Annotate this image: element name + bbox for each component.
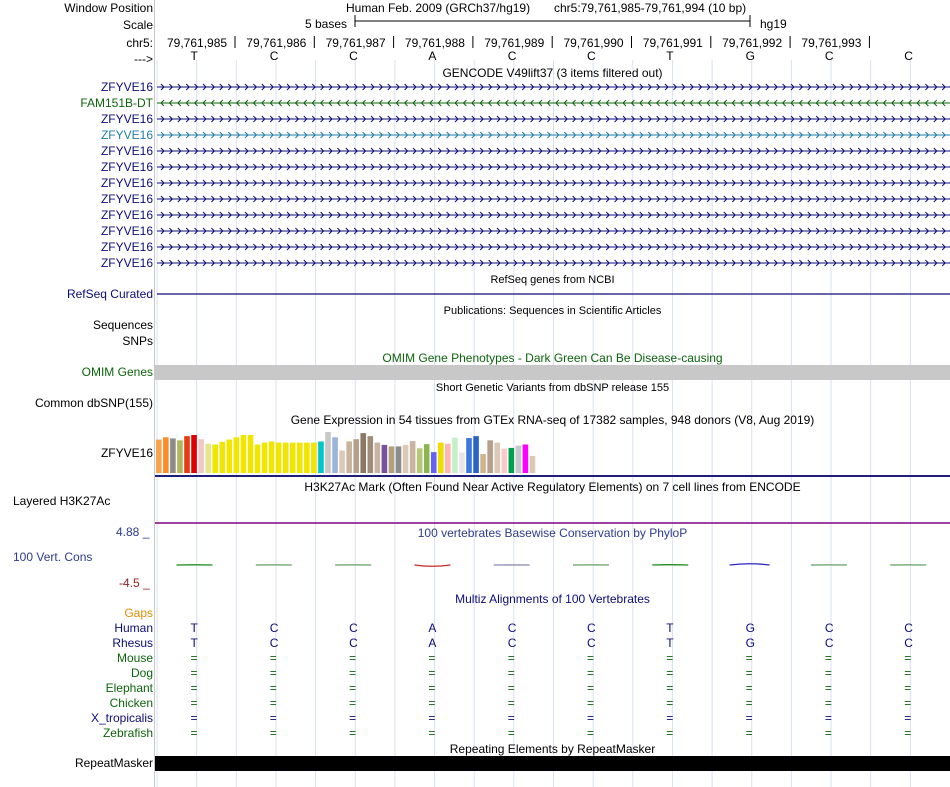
position-label: 79,761,990 — [563, 36, 624, 50]
alignment-base: = — [666, 651, 674, 665]
alignment-base: = — [507, 666, 515, 680]
alignment-base: = — [824, 681, 832, 695]
gtex-bar[interactable] — [410, 441, 416, 473]
alignment-base: = — [269, 681, 277, 695]
alignment-base: = — [190, 681, 198, 695]
gtex-bar[interactable] — [445, 444, 451, 473]
strand-base: C — [824, 49, 834, 63]
alignment-base: = — [824, 711, 832, 725]
gtex-bar[interactable] — [375, 443, 381, 473]
alignment-base: = — [428, 651, 436, 665]
alignment-base: C — [824, 636, 834, 650]
alignment-base: = — [824, 696, 832, 710]
alignment-base: A — [428, 636, 437, 650]
position-label: 79,761,987 — [325, 36, 386, 50]
gtex-bar[interactable] — [523, 445, 529, 474]
gtex-bar[interactable] — [325, 432, 331, 473]
gtex-bar[interactable] — [530, 456, 536, 473]
gtex-bar[interactable] — [212, 445, 218, 474]
species-label[interactable]: Human — [114, 621, 153, 635]
h3k27ac-label[interactable]: Layered H3K27Ac — [13, 494, 111, 508]
publications-title[interactable]: Publications: Sequences in Scientific Articles — [443, 305, 662, 317]
phylop-mark[interactable] — [730, 564, 770, 565]
alignment-base: = — [666, 726, 674, 740]
alignment-base: = — [269, 651, 277, 665]
strand-base: G — [745, 49, 755, 63]
multiz-title[interactable]: Multiz Alignments of 100 Vertebrates — [455, 592, 650, 606]
gtex-bar[interactable] — [227, 440, 233, 473]
gtex-bar[interactable] — [473, 436, 479, 473]
gtex-bar[interactable] — [318, 441, 324, 473]
alignment-base: = — [666, 666, 674, 680]
gene-label[interactable]: ZFYVE16 — [100, 224, 153, 238]
gtex-bar[interactable] — [290, 443, 296, 473]
alignment-base: = — [269, 711, 277, 725]
alignment-base: G — [745, 621, 755, 635]
dbsnp-title[interactable]: Short Genetic Variants from dbSNP release 155 — [435, 382, 670, 394]
alignment-base: = — [587, 666, 595, 680]
gtex-bar[interactable] — [403, 445, 409, 473]
species-label[interactable]: Dog — [130, 666, 153, 680]
alignment-base: C — [349, 636, 358, 650]
strand-base: T — [666, 49, 674, 63]
gene-label[interactable]: ZFYVE16 — [100, 192, 153, 206]
species-label[interactable]: Rhesus — [112, 636, 153, 650]
alignment-base: = — [587, 651, 595, 665]
strand-base: C — [587, 49, 596, 63]
alignment-base: = — [428, 696, 436, 710]
window-range[interactable]: chr5:79,761,985-79,761,994 (10 bp) — [554, 1, 747, 15]
alignment-base: = — [349, 711, 357, 725]
scale-label: Scale — [122, 18, 153, 32]
alignment-base: = — [587, 711, 595, 725]
alignment-base: = — [269, 726, 277, 740]
refseq-label[interactable]: RefSeq Curated — [66, 287, 153, 301]
strand-base: T — [190, 49, 198, 63]
gene-label[interactable]: ZFYVE16 — [100, 128, 153, 142]
alignment-base: = — [666, 681, 674, 695]
gtex-bar[interactable] — [177, 440, 183, 473]
gtex-bar[interactable] — [501, 449, 507, 473]
gtex-bar[interactable] — [509, 448, 515, 473]
species-label[interactable]: Chicken — [109, 696, 153, 710]
alignment-base: = — [824, 666, 832, 680]
gtex-bar[interactable] — [339, 451, 345, 473]
gtex-bar[interactable] — [255, 445, 261, 474]
gtex-bar[interactable] — [163, 437, 169, 473]
strand-base: C — [349, 49, 358, 63]
strand-base: A — [428, 49, 437, 63]
alignment-base: T — [666, 636, 674, 650]
gtex-bar[interactable] — [332, 437, 338, 473]
phylop-ymin: -4.5 _ — [119, 576, 150, 590]
gtex-bar[interactable] — [353, 439, 359, 473]
snps-label[interactable]: SNPs — [122, 334, 153, 348]
alignment-base: = — [666, 696, 674, 710]
gtex-bar[interactable] — [360, 433, 366, 473]
alignment-base: = — [904, 711, 912, 725]
species-label[interactable]: Elephant — [105, 681, 153, 695]
strand-base: C — [904, 49, 913, 63]
alignment-base: = — [507, 681, 515, 695]
gtex-bar[interactable] — [424, 444, 430, 473]
species-label[interactable]: Zebrafish — [102, 726, 153, 740]
alignment-base: = — [587, 696, 595, 710]
gtex-bar[interactable] — [480, 454, 486, 473]
gtex-bar[interactable] — [438, 443, 444, 473]
refseq-title[interactable]: RefSeq genes from NCBI — [490, 274, 615, 286]
gtex-bar[interactable] — [191, 435, 197, 473]
position-label: 79,761,993 — [801, 36, 862, 50]
position-label: 79,761,986 — [246, 36, 307, 50]
gtex-bar[interactable] — [396, 446, 402, 473]
alignment-base: = — [745, 681, 753, 695]
gtex-bar[interactable] — [297, 443, 303, 473]
alignment-base: = — [587, 726, 595, 740]
alignment-base: = — [428, 726, 436, 740]
phylop-title[interactable]: 100 vertebrates Basewise Conservation by PhyloP — [417, 526, 688, 540]
repeatmasker-title[interactable]: Repeating Elements by RepeatMasker — [449, 742, 656, 756]
gtex-bar[interactable] — [417, 448, 423, 473]
gtex-bar[interactable] — [487, 440, 493, 473]
gtex-bar[interactable] — [283, 443, 289, 473]
position-label: 79,761,988 — [404, 36, 465, 50]
alignment-base: = — [190, 666, 198, 680]
gtex-bar[interactable] — [234, 437, 240, 473]
alignment-base: = — [745, 666, 753, 680]
alignment-base: G — [745, 636, 755, 650]
gtex-bar[interactable] — [184, 436, 190, 473]
gtex-label[interactable]: ZFYVE16 — [100, 446, 153, 460]
phylop-mark[interactable] — [414, 565, 450, 566]
gtex-bar[interactable] — [248, 435, 254, 473]
position-label: 79,761,989 — [484, 36, 545, 50]
alignment-base: = — [428, 666, 436, 680]
position-label: 79,761,992 — [722, 36, 783, 50]
omim-title[interactable]: OMIM Gene Phenotypes - Dark Green Can Be Disease-causing — [382, 351, 723, 365]
alignment-base: = — [349, 726, 357, 740]
gene-label[interactable]: ZFYVE16 — [100, 144, 153, 158]
gtex-bar[interactable] — [431, 452, 437, 473]
gtex-bar[interactable] — [459, 452, 465, 473]
alignment-base: C — [824, 621, 834, 635]
alignment-base: = — [428, 681, 436, 695]
alignment-base: T — [666, 621, 674, 635]
gtex-bar[interactable] — [368, 436, 374, 473]
gtex-bar[interactable] — [269, 441, 275, 473]
alignment-base: = — [904, 696, 912, 710]
alignment-base: = — [269, 696, 277, 710]
h3k27ac-title[interactable]: H3K27Ac Mark (Often Found Near Active Regulatory Elements) on 7 cell lines from ENCODE — [304, 480, 801, 494]
species-label[interactable]: Mouse — [116, 651, 153, 665]
gene-label[interactable]: ZFYVE16 — [100, 80, 153, 94]
alignment-base: C — [587, 636, 596, 650]
scale-db: hg19 — [760, 17, 787, 31]
repeatmasker-bar[interactable] — [155, 756, 950, 771]
alignment-base: = — [745, 711, 753, 725]
alignment-base: C — [904, 636, 913, 650]
alignment-base: = — [745, 651, 753, 665]
gene-label[interactable]: FAM151B-DT — [80, 96, 153, 110]
alignment-base: = — [824, 726, 832, 740]
chrom-label: chr5: — [126, 36, 153, 50]
alignment-base: = — [745, 726, 753, 740]
phylop-label[interactable]: 100 Vert. Cons — [13, 550, 93, 564]
scale-bases: 5 bases — [305, 17, 348, 31]
gtex-bar[interactable] — [311, 443, 317, 473]
assembly-label: Human Feb. 2009 (GRCh37/hg19) — [346, 1, 531, 15]
gtex-bar[interactable] — [205, 444, 211, 473]
gtex-bar[interactable] — [262, 443, 268, 473]
alignment-base: = — [190, 651, 198, 665]
alignment-base: = — [269, 666, 277, 680]
alignment-base: A — [428, 621, 437, 635]
alignment-base: C — [904, 621, 913, 635]
gene-label[interactable]: ZFYVE16 — [100, 176, 153, 190]
gtex-bar[interactable] — [382, 445, 388, 473]
alignment-base: = — [190, 726, 198, 740]
repeatmasker-label[interactable]: RepeatMasker — [74, 756, 153, 770]
gtex-bar[interactable] — [241, 435, 247, 473]
species-label[interactable]: X_tropicalis — [90, 711, 153, 725]
alignment-base: = — [507, 726, 515, 740]
gtex-bar[interactable] — [170, 438, 176, 473]
alignment-base: = — [904, 651, 912, 665]
alignment-base: T — [190, 636, 198, 650]
position-label: 79,761,985 — [167, 36, 228, 50]
alignment-base: = — [428, 711, 436, 725]
gtex-bar[interactable] — [494, 443, 500, 473]
alignment-base: = — [904, 666, 912, 680]
gtex-bar[interactable] — [452, 438, 458, 473]
alignment-base: = — [904, 681, 912, 695]
alignment-base: = — [507, 696, 515, 710]
gaps-label[interactable]: Gaps — [124, 606, 153, 620]
gtex-bar[interactable] — [304, 443, 310, 473]
alignment-base: C — [587, 621, 596, 635]
gtex-bar[interactable] — [389, 446, 395, 473]
gene-label[interactable]: ZFYVE16 — [100, 256, 153, 270]
strand-label: ---> — [134, 52, 153, 66]
alignment-base: = — [824, 651, 832, 665]
gtex-bar[interactable] — [466, 438, 472, 473]
gtex-title[interactable]: Gene Expression in 54 tissues from GTEx RNA-seq of 17382 samples, 948 donors (V8, Aug 2019) — [290, 413, 815, 427]
phylop-ymax: 4.88 _ — [116, 525, 150, 539]
alignment-base: = — [507, 651, 515, 665]
alignment-base: T — [190, 621, 198, 635]
gtex-bar[interactable] — [346, 441, 352, 473]
alignment-base: = — [190, 711, 198, 725]
dbsnp-label[interactable]: Common dbSNP(155) — [34, 396, 153, 410]
alignment-base: = — [904, 726, 912, 740]
sequences-label[interactable]: Sequences — [92, 318, 153, 332]
alignment-base: = — [349, 666, 357, 680]
position-label: 79,761,991 — [642, 36, 703, 50]
gtex-bar[interactable] — [156, 440, 162, 473]
gene-label[interactable]: ZFYVE16 — [100, 208, 153, 222]
gtex-bar[interactable] — [276, 443, 282, 473]
alignment-base: = — [349, 681, 357, 695]
gtex-bar[interactable] — [219, 442, 225, 473]
gene-label[interactable]: ZFYVE16 — [100, 112, 153, 126]
gtex-bar[interactable] — [516, 446, 522, 473]
omim-bar[interactable] — [155, 365, 950, 380]
alignment-base: = — [745, 696, 753, 710]
gene-label[interactable]: ZFYVE16 — [100, 240, 153, 254]
alignment-base: C — [507, 636, 517, 650]
alignment-base: = — [190, 696, 198, 710]
alignment-base: C — [269, 621, 279, 635]
strand-base: C — [507, 49, 517, 63]
window-position-label: Window Position — [64, 1, 153, 15]
alignment-base: C — [349, 621, 358, 635]
alignment-base: = — [349, 651, 357, 665]
alignment-base: = — [666, 711, 674, 725]
alignment-base: = — [507, 711, 515, 725]
alignment-base: = — [349, 696, 357, 710]
alignment-base: = — [587, 681, 595, 695]
gene-label[interactable]: ZFYVE16 — [100, 160, 153, 174]
gencode-title[interactable]: GENCODE V49lift37 (3 items filtered out) — [442, 66, 663, 80]
strand-base: C — [269, 49, 279, 63]
omim-label[interactable]: OMIM Genes — [81, 365, 153, 379]
gtex-bar[interactable] — [198, 439, 204, 473]
alignment-base: C — [269, 636, 279, 650]
alignment-base: C — [507, 621, 517, 635]
